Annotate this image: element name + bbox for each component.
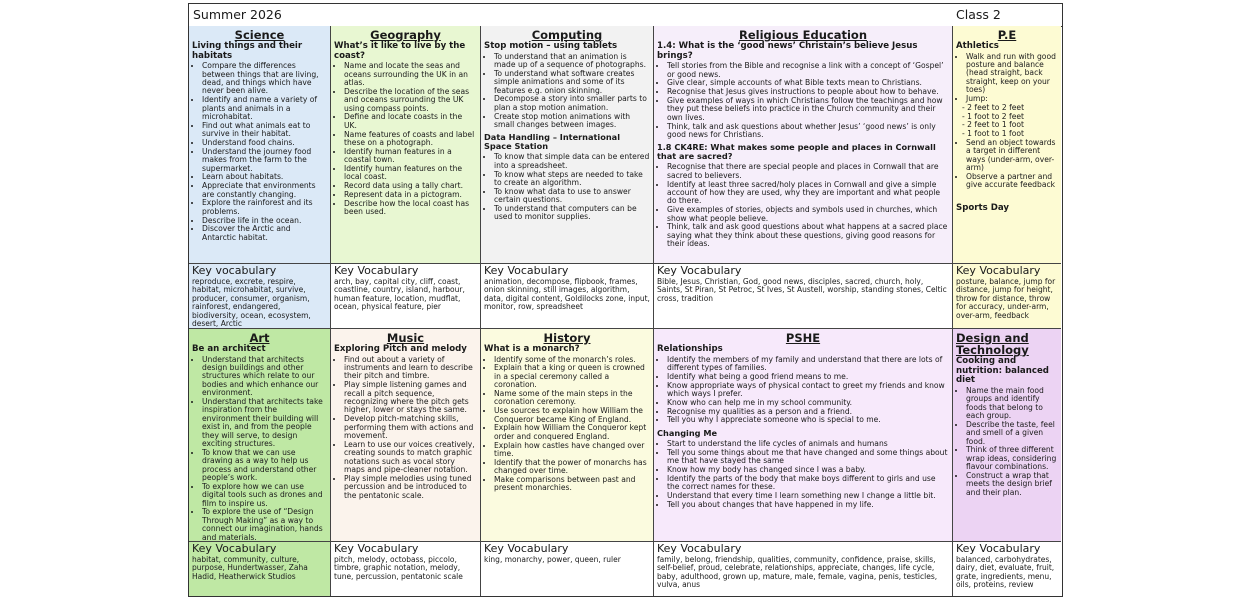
list-item: • Find out about a variety of instruments and learn to describe their pitch and timbre. [344, 356, 477, 381]
list-item: - 1 foot to 1 foot [962, 129, 1024, 139]
list-item: • Define and locate coasts in the UK. [344, 113, 477, 130]
music-cell [331, 329, 481, 542]
vocab-text: balanced, carbohydrates, dairy, diet, evaluate, fruit, grate, ingredients, menu, oils, proteins, review [956, 555, 1055, 590]
science-cell [189, 26, 331, 264]
vocab-heading: Key Vocabulary [956, 542, 1041, 555]
science-subtitle: Living things and their habitats [192, 41, 303, 61]
list-item: • To explore how we can use digital tools such as drones and film to inspire us. [202, 483, 327, 508]
list-item: - 1 foot to 2 feet [962, 111, 1025, 121]
list-item: • Give examples of ways in which Christians follow the teachings and how they put these beliefs into practice in the Church community and their own lives. [667, 97, 949, 122]
pshe-list-2 [657, 440, 949, 509]
pshe-heading: PSHE [785, 331, 821, 345]
computing-heading: Computing [531, 28, 603, 42]
list-item: • Observe a partner and give accurate feedback [966, 173, 1058, 190]
list-item: • Create stop motion animations with small changes between images. [494, 113, 650, 130]
vocab-heading: Key Vocabulary [334, 264, 419, 277]
list-item: • Recognise that there are special people and places in Cornwall that are sacred to believers. [667, 163, 949, 180]
pe-subtitle: Athletics [956, 41, 999, 51]
dt-heading: Design and Technology [956, 331, 1029, 357]
vocab-text: animation, decompose, flipbook, frames, onion skinning, still images, algorithm, data, digital content, Goldilocks zone, input, monitor, row, spreadsheet [484, 277, 650, 312]
list-item: • Give examples of stories, objects and symbols used in churches, which show what people believe. [667, 206, 949, 223]
list-item: • Discover the Arctic and Antarctic habitat. [202, 225, 327, 242]
computing-cell [481, 26, 654, 264]
sheet-header [189, 4, 1062, 27]
vocab-heading: Key Vocabulary [484, 542, 569, 555]
computing-subtitle-2: Data Handling – International Space Station [484, 132, 621, 152]
dt-subtitle: Cooking and nutrition: balanced diet [956, 356, 1049, 386]
geography-heading: Geography [370, 28, 441, 42]
list-item: • Explain how William the Conqueror kept order and conquered England. [494, 424, 650, 441]
list-item: • Describe the taste, feel and smell of a given food. [966, 421, 1058, 446]
music-subtitle: Exploring Pitch and melody [334, 344, 467, 354]
list-item: • Think, talk and ask questions about whether Jesus’ ‘good news’ is only good news for Christians. [667, 123, 949, 140]
art-list [192, 356, 327, 542]
list-item: • Describe the location of the seas and oceans surrounding the UK using compass points. [344, 88, 477, 113]
list-item: • Think, talk and ask good questions about what happens at a sacred place saying what they think about these questions, giving good reasons for their ideas. [667, 223, 949, 248]
list-item: • Understand that architects design buildings and other structures which relate to our bodies and which enhance our environment. [202, 356, 327, 398]
list-item: - 2 feet to 1 foot [962, 120, 1025, 130]
vocab-heading: Key Vocabulary [956, 264, 1041, 277]
pe-cell [953, 26, 1061, 264]
list-item: • Give clear, simple accounts of what Bible texts mean to Christians. [667, 79, 949, 87]
list-item: • Develop pitch-matching skills, performing them with actions and movement. [344, 415, 477, 440]
computing-subtitle: Stop motion – using tablets [484, 41, 618, 51]
list-item: • Tell you some things about me that have changed and some things about me that have stayed the same [667, 449, 949, 466]
list-item: • Make comparisons between past and present monarchies. [494, 476, 650, 493]
history-heading: History [543, 331, 591, 345]
vocab-heading: Key Vocabulary [192, 542, 277, 555]
dt-vocab-cell [953, 542, 1061, 597]
list-item: • To know that we can use drawing as a way to help us process and understand other people’s work. [202, 449, 327, 483]
list-item: • Tell you about changes that have happened in my life. [667, 501, 949, 509]
list-item: • Appreciate that environments are constantly changing. [202, 182, 327, 199]
pshe-list [657, 356, 949, 425]
re-list-2 [657, 163, 949, 248]
re-subtitle-2: 1.8 CK4RE: What makes some people and places in Cornwall that are sacred? [657, 142, 936, 162]
list-item: • Identify human features in a coastal town. [344, 148, 477, 165]
list-item: • Play simple melodies using tuned percussion and be introduced to the pentatonic scale. [344, 475, 477, 500]
dt-cell [953, 329, 1061, 542]
list-item: • Describe life in the ocean. [202, 217, 327, 225]
list-item: • Find out what animals eat to survive in their habitat. [202, 122, 327, 139]
curriculum-sheet [188, 3, 1063, 597]
vocab-heading: Key Vocabulary [657, 542, 742, 555]
pshe-vocab-cell [654, 542, 953, 597]
list-item: • Understand food chains. [202, 139, 327, 147]
geography-list [334, 62, 477, 216]
re-cell [654, 26, 953, 264]
science-heading: Science [234, 28, 285, 42]
vocab-heading: Key Vocabulary [657, 264, 742, 277]
list-item: • To know that simple data can be entered into a spreadsheet. [494, 153, 650, 170]
geography-cell [331, 26, 481, 264]
list-item: • Walk and run with good posture and balance (head straight, back straight, keep on your toes) [966, 53, 1058, 95]
music-heading: Music [386, 331, 425, 345]
list-item: • Name the main food groups and identify foods that belong to each group. [966, 387, 1058, 421]
list-item: • Recognise my qualities as a person and a friend. [667, 408, 949, 416]
vocab-text: king, monarchy, power, queen, ruler [484, 555, 621, 564]
list-item: • Explain that a king or queen is crowned in a special ceremony called a coronation. [494, 364, 650, 389]
list-item: • To understand what software creates simple animations and some of its features e.g. onion skinning. [494, 70, 650, 95]
vocab-text: habitat, community, culture, purpose, Hundertwasser, Zaha Hadid, Heatherwick Studios [192, 555, 308, 581]
re-list [657, 62, 949, 139]
dt-list [956, 387, 1058, 497]
list-item: • Explain how castles have changed over time. [494, 442, 650, 459]
list-item: • Tell stories from the Bible and recognise a link with a concept of ‘Gospel’ or good news. [667, 62, 949, 79]
vocab-heading: Key Vocabulary [484, 264, 569, 277]
list-item: • Compare the differences between things that are living, dead, and things which have never been alive. [202, 62, 327, 96]
pshe-subtitle-2: Changing Me [657, 427, 718, 438]
list-item: • Describe how the local coast has been used. [344, 200, 477, 217]
list-item: • To know what data to use to answer certain questions. [494, 188, 650, 205]
list-item: • Know appropriate ways of physical contact to greet my friends and know which ways I prefer. [667, 382, 949, 399]
list-item: • Know who can help me in my school community. [667, 399, 949, 407]
list-item: • To know what steps are needed to take to create an algorithm. [494, 171, 650, 188]
list-item: • To explore the use of “Design Through Making” as a way to connect our imagination, hands and materials. [202, 508, 327, 542]
pshe-cell [654, 329, 953, 542]
list-item: • Recognise that Jesus gives instructions to people about how to behave. [667, 88, 949, 96]
vocab-heading: Key Vocabulary [334, 542, 419, 555]
list-item: • To understand that an animation is made up of a sequence of photographs. [494, 53, 650, 70]
computing-list [484, 53, 650, 130]
list-item: • Construct a wrap that meets the design brief and their plan. [966, 472, 1058, 497]
art-cell [189, 329, 331, 542]
list-item: • Understand the journey food makes from the farm to the supermarket. [202, 148, 327, 173]
science-vocab-cell [189, 264, 331, 329]
list-item: • Understand that architects take inspiration from the environment their building will exist in, and from the people they will serve, to design exciting structures. [202, 398, 327, 448]
pe-vocab-cell [953, 264, 1061, 329]
pe-list [956, 53, 1058, 190]
term-title: Summer 2026 [193, 7, 282, 22]
list-item: • Identify and name a variety of plants and animals in a microhabitat. [202, 96, 327, 121]
class-title: Class 2 [956, 7, 1001, 22]
list-item: • Play simple listening games and recall a pitch sequence, recognizing where the pitch gets higher, lower or stays the same. [344, 381, 477, 415]
list-item: • Learn to use our voices creatively, creating sounds to match graphic notations such as vocal story maps and pipe-cleaner notation. [344, 441, 477, 475]
list-item: • Identify that the power of monarchs has changed over time. [494, 459, 650, 476]
list-item: • Send an object towards a target in different ways (under-arm, over-arm) [966, 139, 1058, 173]
vocab-text: arch, bay, capital city, cliff, coast, coastline, country, island, harbour, human feature, location, mudflat, ocean, physical feature, pier [334, 277, 465, 312]
computing-vocab-cell [481, 264, 654, 329]
art-subtitle: Be an architect [192, 344, 266, 354]
history-cell [481, 329, 654, 542]
list-item: • Understand that every time I learn something new I change a little bit. [667, 492, 949, 500]
pe-subtitle-2: Sports Day [956, 202, 1009, 213]
vocab-text: reproduce, excrete, respire, habitat, microhabitat, survive, producer, consumer, organism, rainforest, endangered, biodiversity, ocean, ecosystem, desert, Arctic [192, 277, 311, 329]
list-item: • Use sources to explain how William the Conqueror became King of England. [494, 407, 650, 424]
list-item: • Identify at least three sacred/holy places in Cornwall and give a simple account of how they are used, why they are important and what people do there. [667, 181, 949, 206]
vocab-text: pitch, melody, octobass, piccolo, timbre, graphic notation, melody, tune, percussion, pentatonic scale [334, 555, 463, 581]
geography-subtitle: What’s it like to live by the coast? [334, 41, 466, 61]
vocab-text: posture, balance, jump for distance, jump for height, throw for distance, throw for accuracy, under-arm, over-arm, feedback [956, 277, 1056, 320]
vocab-text: Bible, Jesus, Christian, God, good news, disciples, sacred, church, holy, Saints, St Piran, St Petroc, St Ives, St Austell, worship, standing stones, Celtic cross, tradition [657, 277, 947, 303]
list-item: • Identify some of the monarch’s roles. [494, 356, 650, 364]
history-list [484, 356, 650, 493]
pe-heading: P.E [997, 28, 1017, 42]
list-item: • Name features of coasts and label these on a photograph. [344, 131, 477, 148]
list-item: • Identify human features on the local coast. [344, 165, 477, 182]
list-item: • Represent data in a pictogram. [344, 191, 477, 199]
list-item: • Decompose a story into smaller parts to plan a stop motion animation. [494, 95, 650, 112]
re-heading: Religious Education [738, 28, 868, 42]
list-item: • Tell you why I appreciate someone who is special to me. [667, 416, 949, 424]
art-heading: Art [249, 331, 270, 345]
list-item: - 2 feet to 2 feet [962, 102, 1025, 112]
list-item: • Start to understand the life cycles of animals and humans [667, 440, 949, 448]
vocab-heading: Key vocabulary [192, 264, 277, 277]
list-item: • Know how my body has changed since I was a baby. [667, 466, 949, 474]
art-vocab-cell [189, 542, 331, 597]
music-vocab-cell [331, 542, 481, 597]
list-item: • Identify the parts of the body that make boys different to girls and use the correct names for these. [667, 475, 949, 492]
list-item: • Name and locate the seas and oceans surrounding the UK in an atlas. [344, 62, 477, 87]
re-vocab-cell [654, 264, 953, 329]
pshe-subtitle: Relationships [657, 344, 723, 354]
list-item: • Jump: [966, 95, 1058, 103]
list-item: • Explore the rainforest and its problems. [202, 199, 327, 216]
list-item: • Learn about habitats. [202, 173, 327, 181]
vocab-text: family, belong, friendship, qualities, community, confidence, praise, skills, self-belief, proud, celebrate, relationships, appreciate, changes, life cycle, baby, adulthood, grown up, mature, male, female, vagina, penis, testicles, vulva, anus [657, 555, 938, 590]
geography-vocab-cell [331, 264, 481, 329]
list-item: • Record data using a tally chart. [344, 182, 477, 190]
history-vocab-cell [481, 542, 654, 597]
history-subtitle: What is a monarch? [484, 344, 580, 354]
science-list [192, 62, 327, 242]
list-item: • Think of three different wrap ideas, considering flavour combinations. [966, 446, 1058, 471]
re-subtitle: 1.4: What is the ‘good news’ Christain’s believe Jesus brings? [657, 41, 918, 61]
list-item: • Identify what being a good friend means to me. [667, 373, 949, 381]
list-item: • To understand that computers can be used to monitor supplies. [494, 205, 650, 222]
list-item: • Name some of the main steps in the coronation ceremony. [494, 390, 650, 407]
music-list [334, 356, 477, 500]
list-item: • Identify the members of my family and understand that there are lots of different types of families. [667, 356, 949, 373]
computing-list-2 [484, 153, 650, 221]
